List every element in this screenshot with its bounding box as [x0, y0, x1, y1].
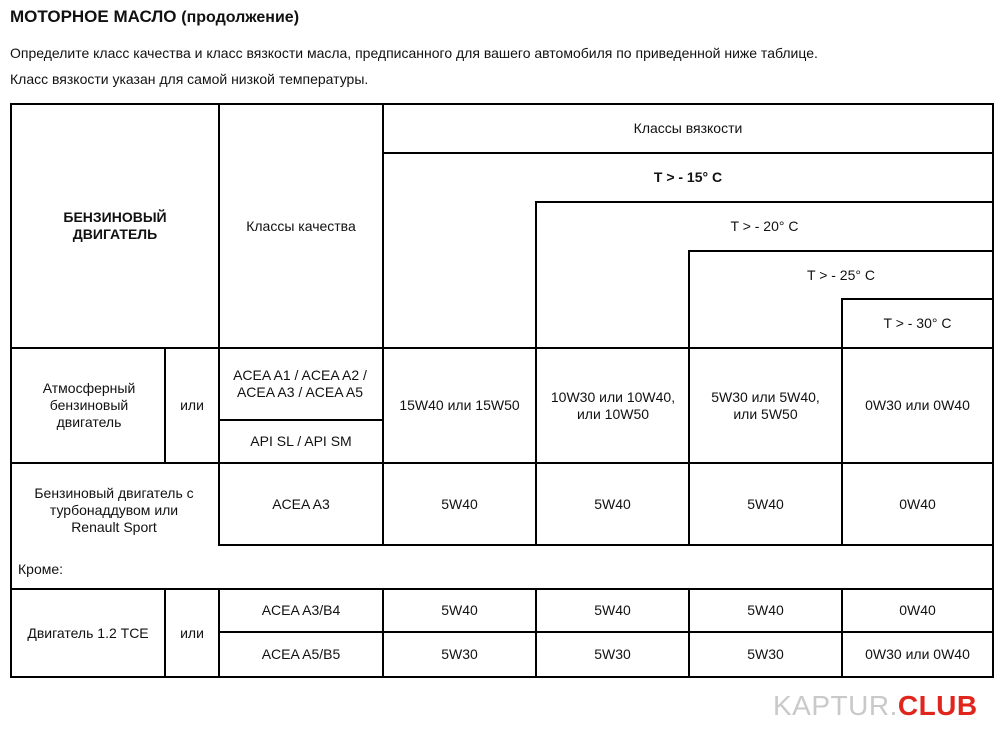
viscosity-value: 0W40 — [899, 495, 936, 512]
engine-turbo: Бензиновый двигатель с турбонаддувом или Renault Sport — [34, 484, 194, 535]
viscosity-value: 5W40 — [594, 602, 631, 618]
viscosity-value: 5W40 — [441, 495, 478, 512]
viscosity-value: 5W30 — [594, 646, 631, 662]
temp-minus-20: T > - 20° C — [730, 218, 799, 234]
viscosity-value: 5W30 или 5W40, или 5W50 — [711, 388, 820, 422]
table-border-right — [992, 103, 994, 678]
page-title — [10, 7, 299, 27]
or-label: или — [180, 624, 204, 641]
intro-text-2: Класс вязкости указан для самой низкой температуры. — [10, 71, 369, 87]
quality-classes-header: Классы качества — [246, 217, 356, 234]
viscosity-value: 15W40 или 15W50 — [399, 397, 520, 413]
watermark-part2: CLUB — [897, 690, 978, 721]
quality-api: API SL / API SM — [250, 433, 352, 449]
table-grid-line — [218, 544, 994, 546]
table-border-bottom — [10, 676, 994, 678]
viscosity-value: 5W30 — [441, 646, 478, 662]
viscosity-value: 5W30 — [747, 646, 784, 662]
temp-minus-15: T > - 15° C — [653, 169, 723, 185]
temp-minus-25: T > - 25° C — [807, 266, 875, 283]
viscosity-value: 5W40 — [594, 495, 631, 512]
viscosity-value: 5W40 — [747, 602, 784, 618]
title-main: МОТОРНОЕ МАСЛО — [10, 7, 177, 26]
viscosity-classes-header: Классы вязкости — [633, 120, 743, 136]
viscosity-value: 0W30 или 0W40 — [865, 397, 970, 413]
temp-minus-30: T > - 30° C — [883, 315, 952, 331]
viscosity-value: 0W40 — [899, 602, 936, 618]
watermark-part1: KAPTUR. — [773, 690, 898, 721]
viscosity-value: 0W30 или 0W40 — [865, 646, 970, 662]
engine-tce: Двигатель 1.2 TCE — [27, 624, 149, 641]
viscosity-value: 10W30 или 10W40, или 10W50 — [550, 388, 676, 422]
quality-acea-list: ACEA A1 / ACEA A2 / ACEA A3 / ACEA A5 — [233, 367, 367, 400]
or-label: или — [180, 397, 204, 413]
engine-type-header: БЕНЗИНОВЫЙ ДВИГАТЕЛЬ — [63, 209, 167, 242]
title-continuation: (продолжение) — [181, 9, 300, 26]
viscosity-value: 5W40 — [441, 602, 478, 618]
viscosity-value: 5W40 — [747, 495, 784, 512]
quality-acea-a3: ACEA A3 — [272, 495, 330, 512]
quality-acea-a5b5: ACEA A5/B5 — [261, 646, 341, 662]
watermark-logo — [773, 690, 978, 722]
except-label: Кроме: — [18, 560, 64, 577]
intro-text-1: Определите класс качества и класс вязкости масла, предписанного для вашего автомобиля по приведенной ниже таблице. — [10, 45, 818, 61]
engine-atmospheric: Атмосферный бензиновый двигатель — [42, 380, 136, 430]
quality-acea-a3b4: ACEA A3/B4 — [261, 602, 341, 618]
